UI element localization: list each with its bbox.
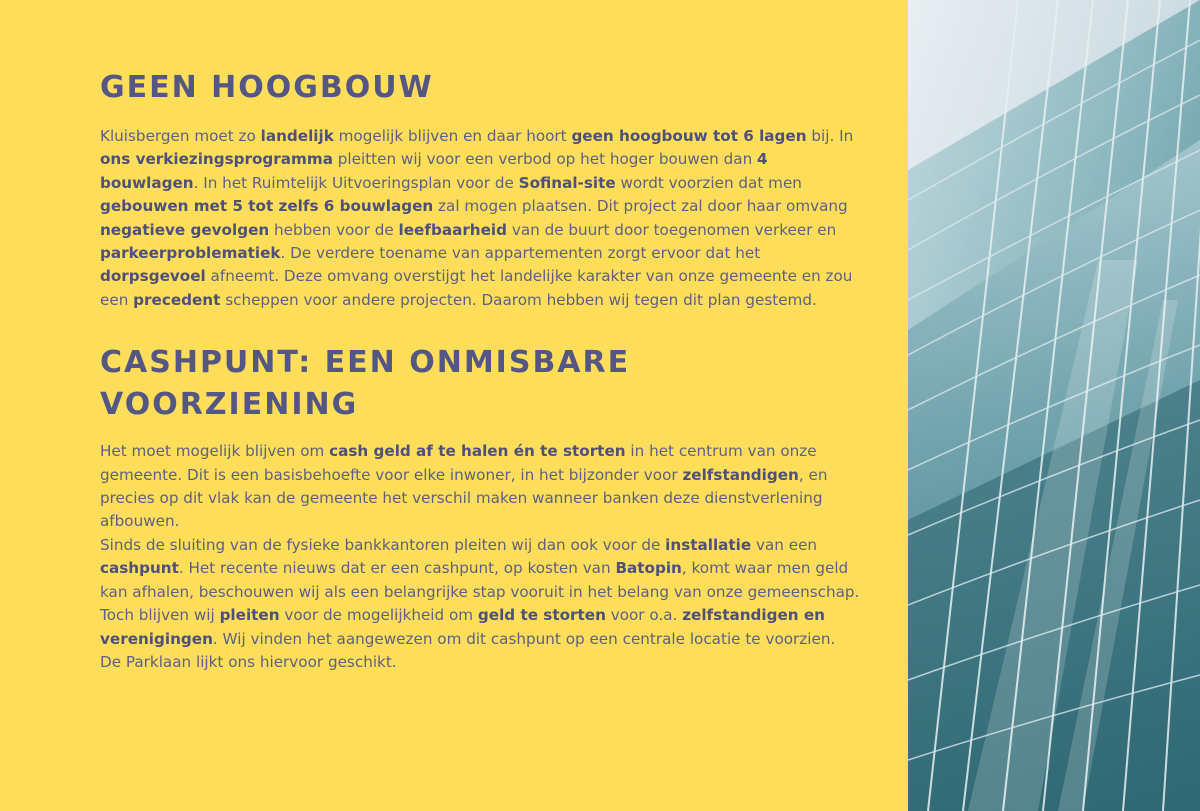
body-text: hebben voor de	[269, 220, 399, 239]
emphasis-text: landelijk	[260, 127, 334, 145]
emphasis-text: leefbaarheid	[398, 220, 507, 239]
body-text: Kluisbergen moet zo	[100, 127, 261, 145]
heading-geen-hoogbouw: GEEN HOOGBOUW	[100, 70, 434, 105]
body-text: . In het Ruimtelijk Uitvoeringsplan voor de	[193, 173, 519, 192]
paragraph-hoogbouw	[100, 125, 860, 312]
emphasis-text: Batopin	[615, 559, 682, 578]
body-text: van de buurt door toegenomen verkeer en	[507, 220, 837, 239]
emphasis-text: zelfstandigen	[682, 465, 799, 484]
body-text: Sinds de sluiting van de fysieke bankkantoren pleiten wij dan ook voor de	[100, 535, 666, 554]
body-text: voor de mogelijkheid om	[279, 606, 478, 625]
emphasis-text: 4 bouwlagen	[100, 150, 768, 192]
emphasis-text: parkeerproblematiek	[100, 244, 281, 263]
body-text: pleitten wij voor een verbod op het hoger bouwen dan	[332, 150, 758, 169]
emphasis-text: cash geld af te halen én te storten	[329, 442, 626, 461]
emphasis-text: pleiten	[219, 606, 280, 625]
emphasis-text: Sofinal-site	[518, 173, 616, 192]
emphasis-text: geen hoogbouw tot 6 lagen	[571, 127, 807, 145]
body-text: Het moet mogelijk blijven om	[100, 442, 330, 461]
emphasis-text: geld te storten	[477, 606, 606, 625]
body-text: , en precies op dit vlak kan de gemeente het verschil maken wanneer banken deze dienstverlening afbouwen.	[100, 465, 828, 531]
body-text: zal mogen plaatsen. Dit project zal door haar omvang	[433, 197, 848, 216]
body-text: van een	[751, 535, 818, 554]
body-text: afneemt. Deze omvang overstijgt het landelijke karakter van onze gemeente en zou een	[100, 267, 853, 309]
paragraph-cashpunt	[100, 440, 860, 674]
emphasis-text: installatie	[665, 535, 752, 554]
emphasis-text: dorpsgevoel	[100, 267, 206, 286]
emphasis-text: precedent	[133, 290, 221, 309]
body-text: , komt waar men geld kan afhalen, beschouwen wij als een belangrijke stap vooruit in het belang van onze gemeenschap. Toch blijven wij	[100, 559, 860, 625]
body-text: voor o.a.	[605, 606, 683, 625]
body-text: in het centrum van onze gemeente. Dit is een basisbehoefte voor elke inwoner, in het bijzonder voor	[100, 442, 817, 484]
body-text: . De verdere toename van appartementen zorgt ervoor dat het	[280, 244, 761, 263]
body-text: bij. In	[806, 127, 854, 145]
body-text: . Wij vinden het aangewezen om dit cashpunt op een centrale locatie te voorzien. De Parklaan lijkt ons hiervoor geschikt.	[100, 629, 836, 671]
emphasis-text: zelfstandigen en verenigingen	[100, 606, 825, 648]
body-text: . Het recente nieuws dat er een cashpunt, op kosten van	[178, 559, 616, 578]
body-text: mogelijk blijven en daar hoort	[333, 127, 572, 145]
skyscraper-photo	[908, 0, 1200, 811]
emphasis-text: negatieve gevolgen	[100, 220, 270, 239]
article	[100, 60, 860, 674]
body-text: scheppen voor andere projecten. Daarom hebben wij tegen dit plan gestemd.	[220, 290, 817, 309]
heading-cashpunt: CASHPUNT: EEN ONMISBARE VOORZIENING	[100, 345, 631, 423]
body-text: wordt voorzien dat men	[615, 173, 802, 192]
emphasis-text: gebouwen met 5 tot zelfs 6 bouwlagen	[100, 197, 434, 216]
emphasis-text: cashpunt	[100, 559, 179, 578]
emphasis-text: ons verkiezingsprogramma	[100, 150, 333, 169]
